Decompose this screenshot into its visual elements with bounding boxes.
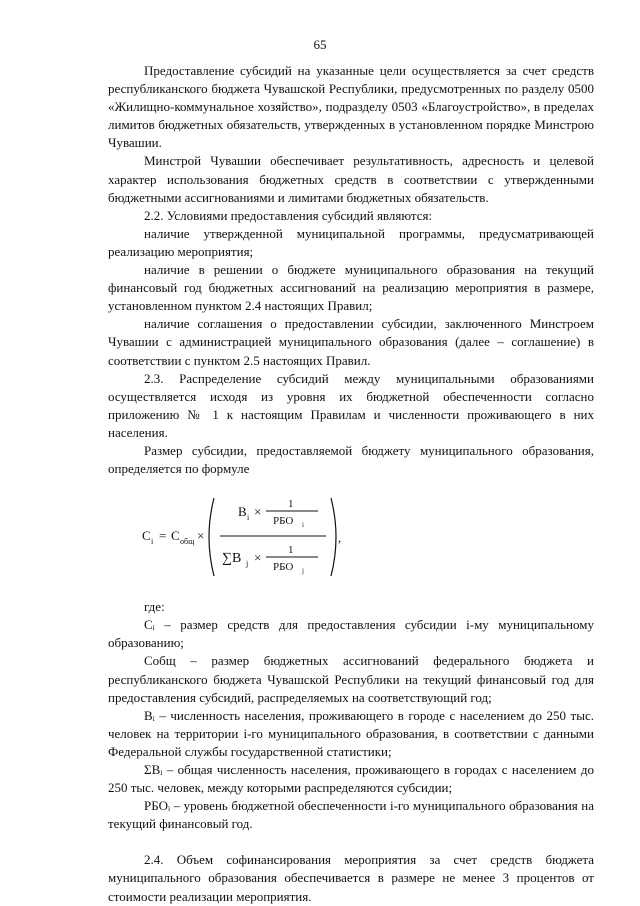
- definition-sum-bi: ΣBᵢ – общая численность населения, проживающего в городах с населением до 250 тыс. человек, между которыми распределяются субсидии;: [108, 762, 594, 796]
- formula-coef: C: [171, 528, 180, 544]
- right-paren: [331, 498, 336, 576]
- formula-den-one: 1: [288, 544, 294, 557]
- formula-num-rbo: РБО: [273, 515, 294, 528]
- formula-den-rbo-sub: j: [302, 567, 304, 576]
- paragraph-where: где:: [144, 599, 165, 615]
- paragraph-2-4-cofinancing: 2.4. Объем софинансирования мероприятия за счет средств бюджета муниципального образования обеспечивается в размере не менее 3 процентов от стоимости реализации мероприятия.: [108, 852, 594, 904]
- formula-num-rbo-sub: i: [302, 521, 304, 530]
- paragraph-2-3-distribution: 2.3. Распределение субсидий между муниципальными образованиями осуществляется исходя из уровня их бюджетной обеспеченности согласно приложению № 1 к настоящим Правилам и численности проживающего в них населения.: [108, 370, 594, 440]
- svg-text:=: =: [159, 528, 167, 544]
- paragraph-funding-source: Предоставление субсидий на указанные цели осуществляется за счет средств республиканского бюджета Чувашской Республики, предусмотренных по разделу 0500 «Жилищно-коммунальное хозяйство», подразделу 0503 «Благоустройство», в пределах лимитов бюджетных обязательств, утвержденных в установленном порядке Минстрою Чувашии.: [108, 63, 594, 151]
- subsidy-formula: [108, 492, 594, 582]
- paragraph-minstroy-responsibility: Минстрой Чувашии обеспечивает результативность, адресность и целевой характер использования бюджетных средств в соответствии с утвержденными бюджетными ассигнованиями и лимитами бюджетных обязательств.: [108, 153, 594, 205]
- formula-num-one: 1: [288, 498, 294, 511]
- page-number: 65: [313, 37, 327, 52]
- definition-bi: Bᵢ – численность населения, проживающего в городе с населением до 250 тыс. человек на территории i-го муниципального образования, в соответствии с данными Федеральной службы государственной статистики;: [108, 707, 594, 759]
- definition-rbo: РБОᵢ – уровень бюджетной обеспеченности i-го муниципального образования на текущий финансовый год.: [108, 798, 594, 832]
- left-paren: [209, 498, 214, 576]
- formula-num-var: B: [238, 504, 247, 520]
- svg-text:×: ×: [254, 504, 262, 520]
- formula-lhs: C: [142, 528, 151, 544]
- formula-lhs-sub: i: [151, 537, 154, 547]
- formula-num-sub: i: [247, 513, 250, 523]
- document-body: [108, 62, 594, 906]
- formula-coef-sub: общ: [180, 537, 195, 547]
- paragraph-2-2-heading: 2.2. Условиями предоставления субсидий являются:: [144, 207, 433, 223]
- definition-ci: Cᵢ – размер средств для предоставления субсидии i-му муниципальному образованию;: [108, 617, 594, 651]
- formula-den-rbo: РБО: [273, 561, 294, 574]
- formula-den-sum: ∑B: [222, 551, 242, 567]
- formula-den-sub: j: [246, 559, 249, 569]
- paragraph-subsidy-size: Размер субсидии, предоставляемой бюджету муниципального образования, определяется по формуле: [108, 442, 594, 477]
- svg-text:×: ×: [254, 550, 262, 566]
- formula-graphic: [142, 492, 352, 582]
- svg-text:×: ×: [197, 528, 205, 544]
- paragraph-condition-agreement: наличие соглашения о предоставлении субсидии, заключенного Минстроем Чувашии с администрацией муниципального образования (далее – соглашение) в соответствии с пунктом 2.5 настоящих Правил.: [108, 316, 594, 368]
- paragraph-condition-budget: наличие в решении о бюджете муниципального образования на текущий финансовый год бюджетных ассигнований на реализацию мероприятия в размере, установленном пунктом 2.4 настоящих Правил;: [108, 262, 594, 314]
- paragraph-condition-program: наличие утвержденной муниципальной программы, предусматривающей реализацию мероприятия;: [108, 225, 594, 259]
- definition-cobsh: Cобщ – размер бюджетных ассигнований федерального бюджета и республиканского бюджета Чувашской Республики на текущий финансовый год для предоставления субсидий, распределяемых на соответствующий год;: [108, 653, 594, 705]
- svg-text:,: ,: [338, 530, 342, 546]
